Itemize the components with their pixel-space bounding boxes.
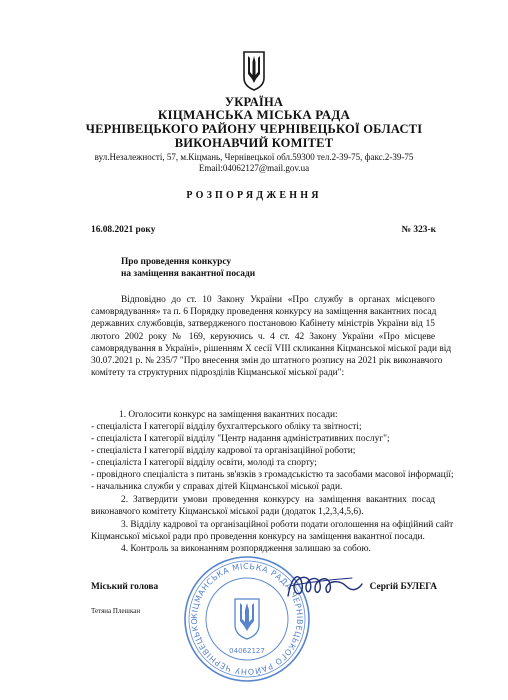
list-item: - спеціаліста І категорії відділу "Центр надання адміністративних послуг"; — [91, 434, 390, 444]
preamble-line: Відповідно до ст. 10 Закону України «Про службу в органах місцевого — [121, 295, 435, 305]
preamble-line: державних службовців, затвердженого постановою Кабінету міністрів України від 15 — [91, 319, 435, 330]
signer-name: Сергій БУЛЕГА — [369, 582, 437, 592]
list-item: - провідного спеціаліста з питань зв'язків з громадськістю та засобами масової інформації; — [91, 470, 454, 480]
point-2-line: виконавчого комітету Кіцманської міської ради (додаток 1,2,3,4,5,6). — [91, 507, 364, 518]
subject-line-2: на заміщення вакантної посади — [121, 269, 256, 279]
preamble-line: самоврядування в Україні», рішенням Х сесії VIII скликання Кіцманської міської ради від — [91, 343, 452, 354]
point-3-line: 3. Відділу кадрової та організаційної роботи подати оголошення на офіційний сайт — [121, 520, 454, 530]
stamp-code: 04062127 — [229, 647, 265, 655]
header-country: УКРАЇНА — [224, 95, 284, 109]
header-council: КІЦМАНСЬКА МІСЬКА РАДА — [157, 107, 351, 122]
point-3 — [91, 519, 454, 543]
point-2-line: 2. Затвердити умови проведення конкурсу на заміщення вакантних посад — [121, 495, 435, 505]
preamble-line: 30.07.2021 р. № 235/7 "Про внесення змін до штатного розпису на 2021 рік виконавчого — [91, 356, 443, 367]
list-item: - начальника служби у справах дітей Кіцманської міської ради. — [91, 482, 343, 492]
point-4: 4. Контроль за виконанням розпорядження залишаю за собою. — [121, 544, 371, 554]
preamble-line: комітету та структурних підрозділів Кіцманської міської ради": — [91, 368, 345, 379]
header-region: ЧЕРНІВЕЦЬКОГО РАЙОНУ ЧЕРНІВЕЦЬКОЇ ОБЛАСТІ — [85, 122, 423, 136]
subject-line-1: Про проведення конкурсу — [121, 257, 232, 267]
preamble-line: самоврядування» та п. 6 Порядку проведення конкурсу на заміщення вакантних посад — [91, 307, 437, 318]
document-number: № 323-к — [401, 225, 436, 235]
point-1: 1. Оголосити конкурс на заміщення вакантних посади: — [119, 410, 338, 420]
preamble — [91, 294, 452, 379]
header-committee: ВИКОНАВЧИЙ КОМІТЕТ — [174, 136, 334, 150]
preamble-line: лютого 2002 року № 169, керуючись ч. 4 ст. 42 Закону України «Про місцеве — [91, 331, 435, 342]
point-2 — [91, 494, 435, 518]
list-item: - спеціаліста І категорії відділу освіти, молоді та спорту; — [91, 458, 317, 468]
header-email: Email:04062127@mail.gov.ua — [198, 163, 310, 173]
document-title: РОЗПОРЯДЖЕННЯ — [186, 190, 322, 201]
executor-name: Тетяна Плешкан — [91, 607, 141, 615]
list-item: - спеціаліста І категорії відділу кадрової та організаційної роботи; — [91, 446, 356, 456]
point-3-line: Кіцманської міської ради про проведення конкурсу на заміщення вакантної посади. — [91, 532, 425, 543]
header-address: вул.Незалежності, 57, м.Кіцмань, Чернівецької обл.59300 тел.2-39-75, факс.2-39-75 — [94, 152, 414, 162]
document-date: 16.08.2021 року — [91, 225, 156, 235]
signer-position: Міський голова — [91, 582, 159, 592]
coat-of-arms-icon — [240, 50, 268, 92]
stamp-ring-text: КІЦМАНСЬКА МІСЬКА РАДА ЧЕРНІВЕЦЬКОГО РАЙОНУ ЧЕРНІВЕЦЬКО — [189, 561, 305, 677]
list-item: - спеціаліста І категорії відділу бухгалтерського обліку та звітності; — [91, 422, 362, 432]
